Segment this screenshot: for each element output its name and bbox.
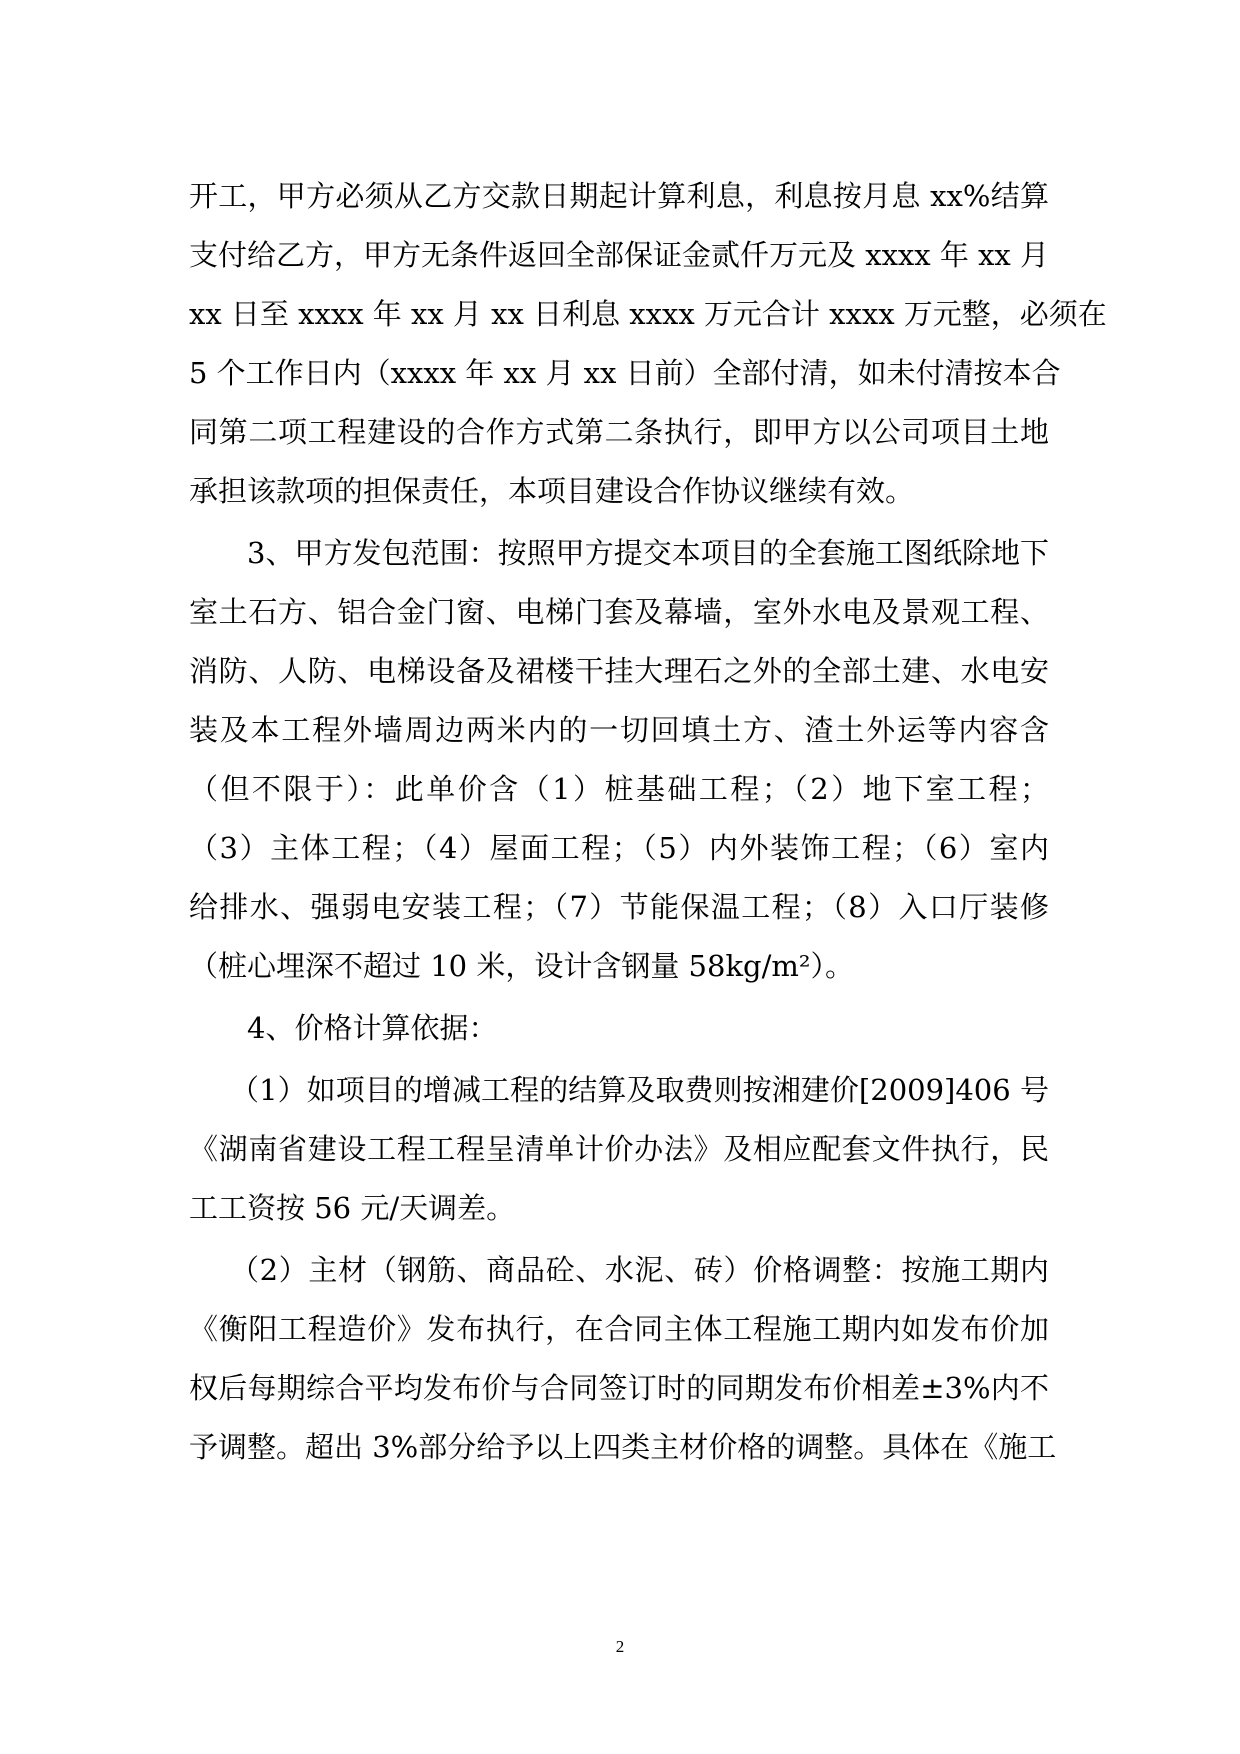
body-text-line: （1）如项目的增减工程的结算及取费则按湘建价[2009]406 号 (230, 1073, 1049, 1107)
body-text-line: 室土石方、铝合金门窗、电梯门套及幕墙，室外水电及景观工程、 (189, 595, 1049, 629)
section-heading: 4、价格计算依据： (247, 1011, 498, 1045)
body-text-line: （但不限于）：此单价含（1）桩基础工程；（2）地下室工程； (189, 772, 1049, 806)
body-text-line: 工工资按 56 元/天调差。 (189, 1191, 516, 1225)
body-text-line: 5 个工作日内（xxxx 年 xx 月 xx 日前）全部付清，如未付清按本合 (189, 356, 1061, 390)
body-text-line: （桩心埋深不超过 10 米，设计含钢量 58kg/m²）。 (189, 949, 854, 983)
body-text-line: 承担该款项的担保责任，本项目建设合作协议继续有效。 (189, 474, 915, 508)
body-text-line: 《湖南省建设工程工程呈清单计价办法》及相应配套文件执行，民 (189, 1132, 1049, 1166)
body-text-line: 装及本工程外墙周边两米内的一切回填土方、渣土外运等内容含 (189, 713, 1049, 747)
body-text-line: 给排水、强弱电安装工程；（7）节能保温工程；（8）入口厅装修 (189, 890, 1049, 924)
page-number: 2 (615, 1637, 625, 1656)
body-text-line: 3、甲方发包范围：按照甲方提交本项目的全套施工图纸除地下 (247, 536, 1049, 570)
body-text-line: 《衡阳工程造价》发布执行，在合同主体工程施工期内如发布价加 (189, 1312, 1049, 1346)
body-text-line: （2）主材（钢筋、商品砼、水泥、砖）价格调整：按施工期内 (230, 1253, 1049, 1287)
body-text-line: 权后每期综合平均发布价与合同签订时的同期发布价相差±3%内不 (189, 1371, 1049, 1405)
body-text-line: 消防、人防、电梯设备及裙楼干挂大理石之外的全部土建、水电安 (189, 654, 1049, 688)
body-text-line: xx 日至 xxxx 年 xx 月 xx 日利息 xxxx 万元合计 xxxx 万元整，必须在 (189, 297, 1107, 331)
body-text-line: 同第二项工程建设的合作方式第二条执行，即甲方以公司项目土地 (189, 415, 1049, 449)
body-text-line: 支付给乙方，甲方无条件返回全部保证金贰仟万元及 xxxx 年 xx 月 (189, 238, 1050, 272)
body-text-line: 予调整。超出 3%部分给予以上四类主材价格的调整。具体在《施工 (189, 1430, 1057, 1464)
body-text-line: 开工，甲方必须从乙方交款日期起计算利息，利息按月息 xx%结算 (189, 179, 1049, 213)
body-text-line: （3）主体工程；（4）屋面工程；（5）内外装饰工程；（6）室内 (189, 831, 1049, 865)
